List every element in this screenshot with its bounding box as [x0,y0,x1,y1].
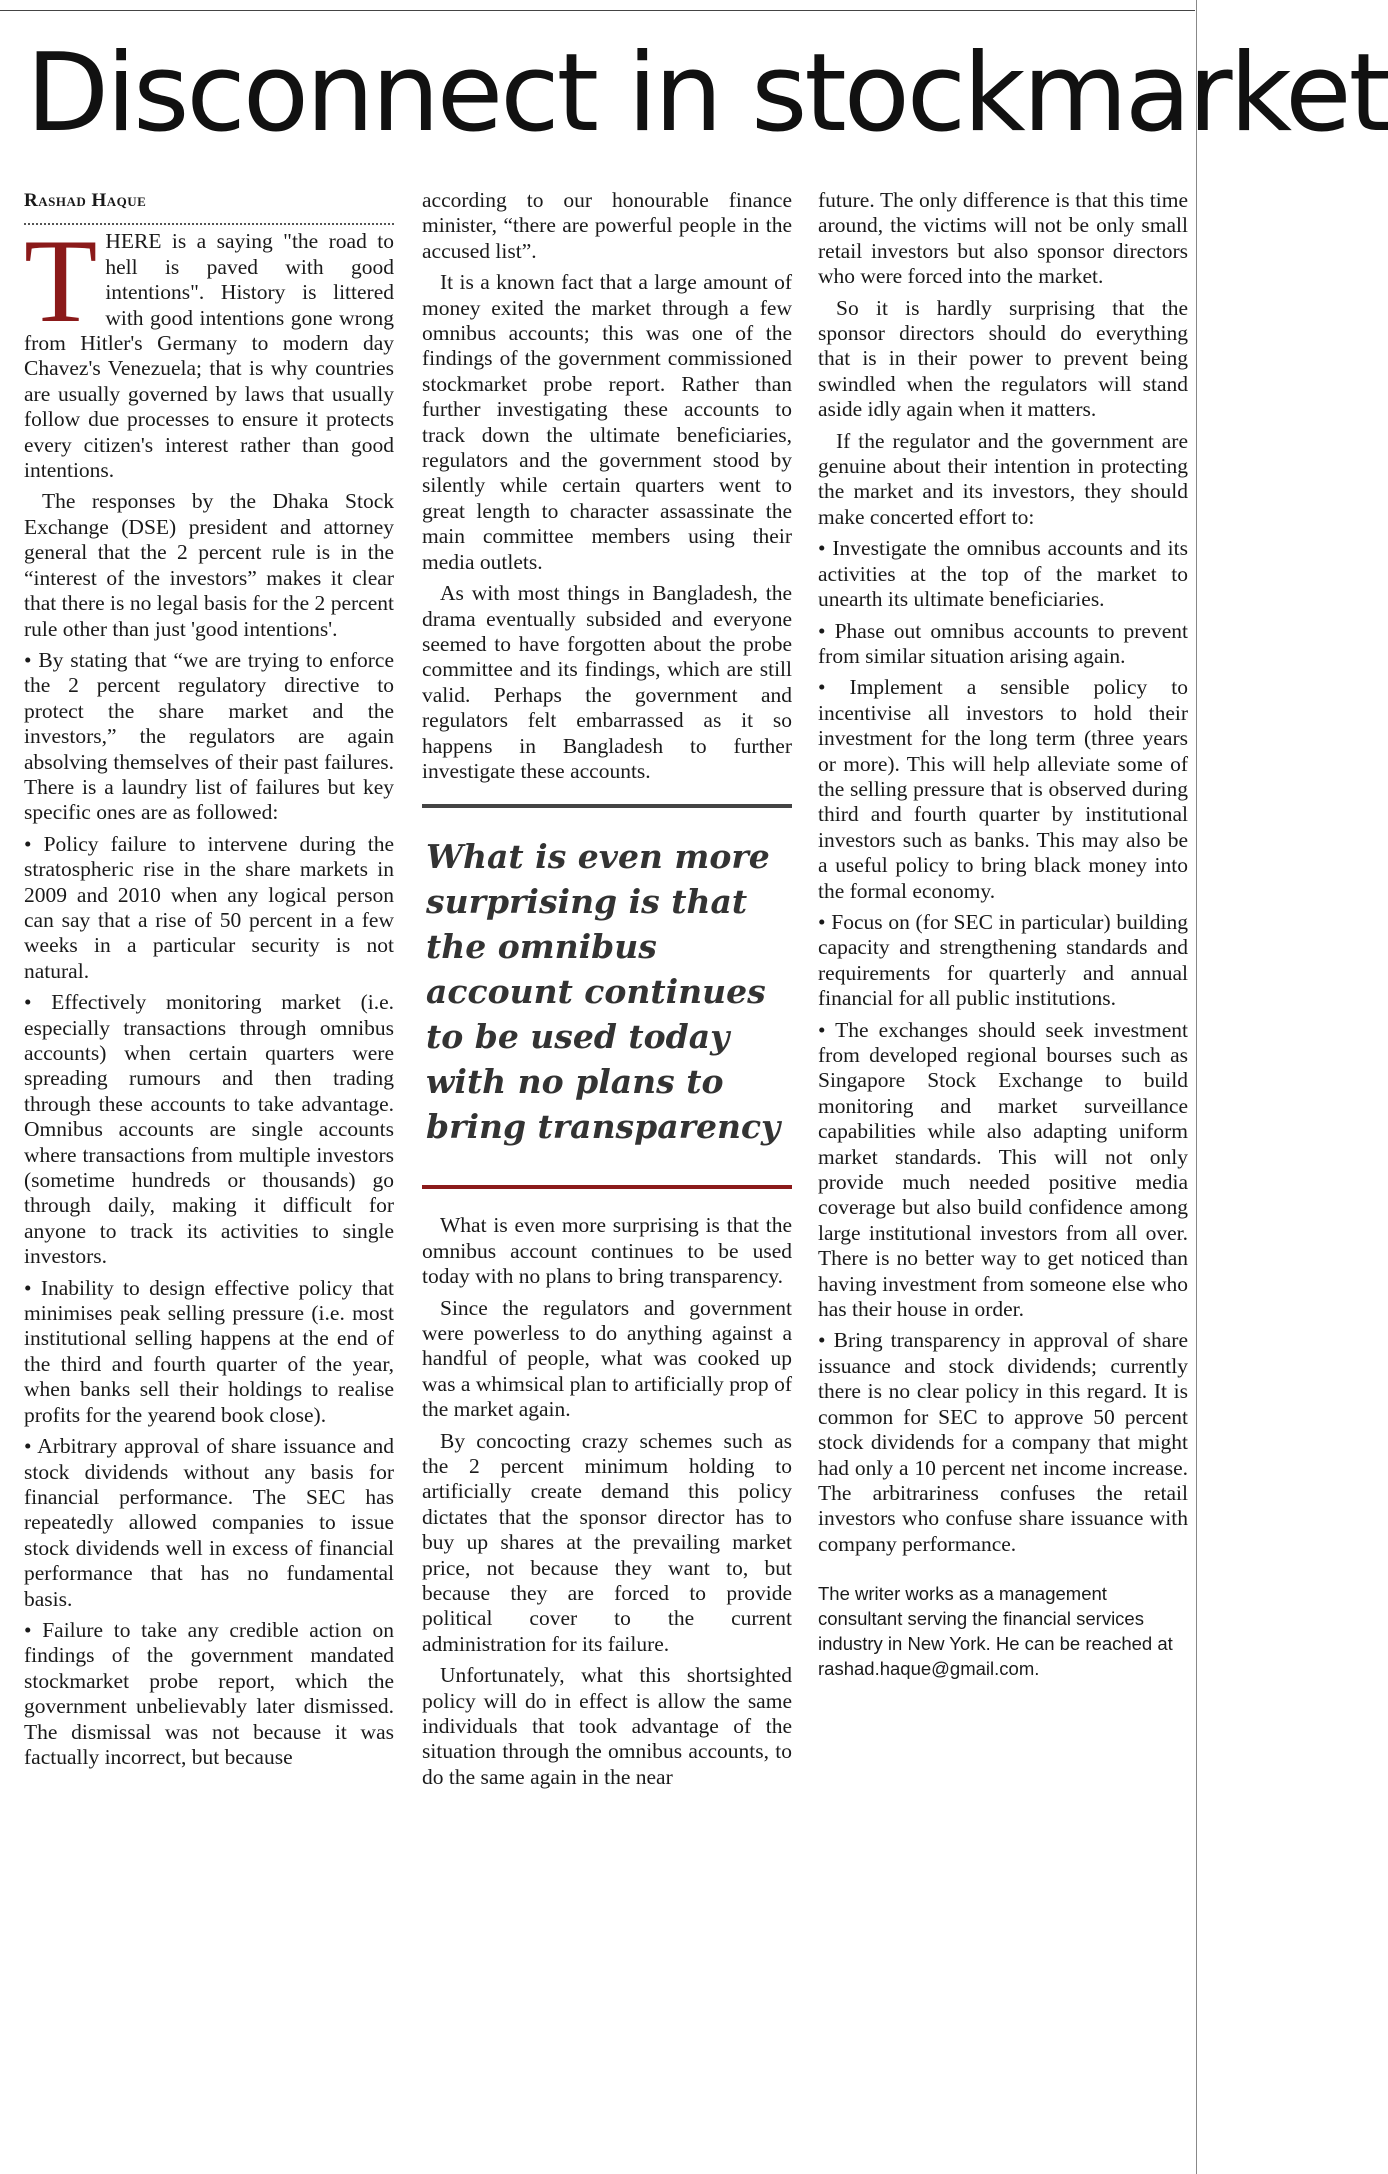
pull-quote-text: What is even more surprising is that the omnibus account continues to be used today with no plans to bring transparency [426,837,781,1147]
paragraph: As with most things in Bangladesh, the drama eventually subsided and everyone seemed to have forgotten about the probe committee and its findings, which are still valid. Perhaps the government and regulators felt embarrassed as it so happens in Bangladesh to further investigate these accounts. [422,581,792,783]
drop-cap: T [24,214,98,348]
paragraph: What is even more surprising is that the omnibus account continues to be used today with no plans to bring transparency. [422,1213,792,1289]
bullet-paragraph: • Inability to design effective policy that minimises peak selling pressure (i.e. most institutional selling happens at the end of the third and fourth quarter of the year, when banks sell their holdings to realise profits for the yearend book close). [24,1275,394,1427]
paragraph: The responses by the Dhaka Stock Exchange (DSE) president and attorney general that the 2 percent rule is in the “interest of the investors” makes it clear that there is no legal basis for the 2 percent rule other than just 'good intentions'. [24,489,394,641]
bullet-paragraph: • Phase out omnibus accounts to prevent from similar situation arising again. [818,618,1188,668]
right-edge-rule [1196,0,1197,2174]
pull-quote [422,804,792,1189]
paragraph: By concocting crazy schemes such as the 2 percent minimum holding to artificially create demand this policy dictates that the sponsor director has to buy up shares at the prevailing market price, not because they want to, but because they are forced to provide political cover to the current administration for its failure. [422,1428,792,1656]
bullet-paragraph: • By stating that “we are trying to enforce the 2 percent regulatory directive to protect the share market and the investors,” the regulators are again absolving themselves of their past failures. There is a laundry list of failures but key specific ones are as followed: [24,647,394,825]
paragraph: So it is hardly surprising that the sponsor directors should do everything that is in their power to prevent being swindled when the regulators will stand aside idly again when it matters. [818,295,1188,422]
bullet-paragraph: • Effectively monitoring market (i.e. especially transactions through omnibus accounts) when certain quarters were spreading rumours and then trading through these accounts to take advantage. Omnibus accounts are single accounts where transactions from multiple investors (sometime hundreds or thousands) go through daily, making it difficult for anyone to track its activities to single investors. [24,990,394,1269]
bullet-paragraph: • Investigate the omnibus accounts and its activities at the top of the market to unearth its ultimate beneficiaries. [818,536,1188,612]
bullet-paragraph: • Bring transparency in approval of share issuance and stock dividends; currently there is no clear policy in this regard. It is common for SEC to approve 50 percent stock dividends for a company that might had only a 10 percent net income increase. The arbitrariness confuses the retail investors who confuse share issuance with company performance. [818,1328,1188,1556]
bullet-paragraph: • Focus on (for SEC in particular) building capacity and strengthening standards and requirements for quarterly and annual financial for all public institutions. [818,909,1188,1011]
byline: Rashad Haque [24,188,394,225]
lead-paragraph-text: HERE is a saying "the road to hell is paved with good intentions". History is littered with good intentions gone wrong from Hitler's Germany to modern day Chavez's Venezuela; that is why countries are usually governed by laws that usually follow due processes to ensure it protects every citizen's interest rather than good intentions. [24,229,394,483]
paragraph: If the regulator and the government are genuine about their intention in protecting the market and its investors, they should make concerted effort to: [818,428,1188,529]
paragraph: according to our honourable finance minister, “there are powerful people in the accused list”. [422,188,792,263]
bullet-paragraph: • The exchanges should seek investment from developed regional bourses such as Singapore Stock Exchange to build monitoring and market surveillance capabilities while also adapting uniform market standards. This will not only provide much needed positive media coverage but also build confidence among large institutional investors from all over. There is no better way to get noticed than having investment from someone else who has their house in order. [818,1017,1188,1322]
paragraph: future. The only difference is that this time around, the victims will not be only small retail investors but also sponsor directors who were forced into the market. [818,188,1188,289]
top-rule [0,10,1195,11]
bullet-paragraph: • Failure to take any credible action on findings of the government mandated stockmarket probe report, which the government unbelievably later dismissed. The dismissal was not because it was factually incorrect, but because [24,1617,394,1769]
author-note: The writer works as a management consultant serving the financial services industry in New York. He can be reached at rashad.haque@gmail.com. [818,1583,1173,1680]
paragraph: It is a known fact that a large amount of money exited the market through a few omnibus accounts; this was one of the findings of the government commissioned stockmarket probe report. Rather than further investigating these accounts to track down the ultimate beneficiaries, regulators and the government stood by silently while certain quarters went to great length to character assassinate the main committee members using their media outlets. [422,270,792,574]
column-2 [422,188,792,1796]
headline: Disconnect in stockmarket [26,31,1388,156]
paragraph: Unfortunately, what this shortsighted policy will do in effect is allow the same individuals that took advantage of the situation through the omnibus accounts, to do the same again in the near [422,1663,792,1789]
column-3 [818,188,1188,1681]
bullet-paragraph: • Implement a sensible policy to incentivise all investors to hold their investment for the long term (three years or more). This will help alleviate some of the selling pressure that is observed during third and fourth quarter by institutional investors such as banks. This may also be a useful policy to bring black money into the formal economy. [818,675,1188,903]
bullet-paragraph: • Policy failure to intervene during the stratospheric rise in the share markets in 2009 and 2010 when any logical person can say that a rise of 50 percent in a few weeks in a particular security is not natural. [24,831,394,983]
bullet-paragraph: • Arbitrary approval of share issuance and stock dividends without any basis for financial performance. The SEC has repeatedly allowed companies to issue stock dividends well in excess of financial performance that has no fundamental basis. [24,1434,394,1611]
lead-paragraph [24,214,394,483]
column-1 [24,188,394,1776]
paragraph: Since the regulators and government were powerless to do anything against a handful of people, what was cooked up was a whimsical plan to artificially prop of the market again. [422,1295,792,1422]
